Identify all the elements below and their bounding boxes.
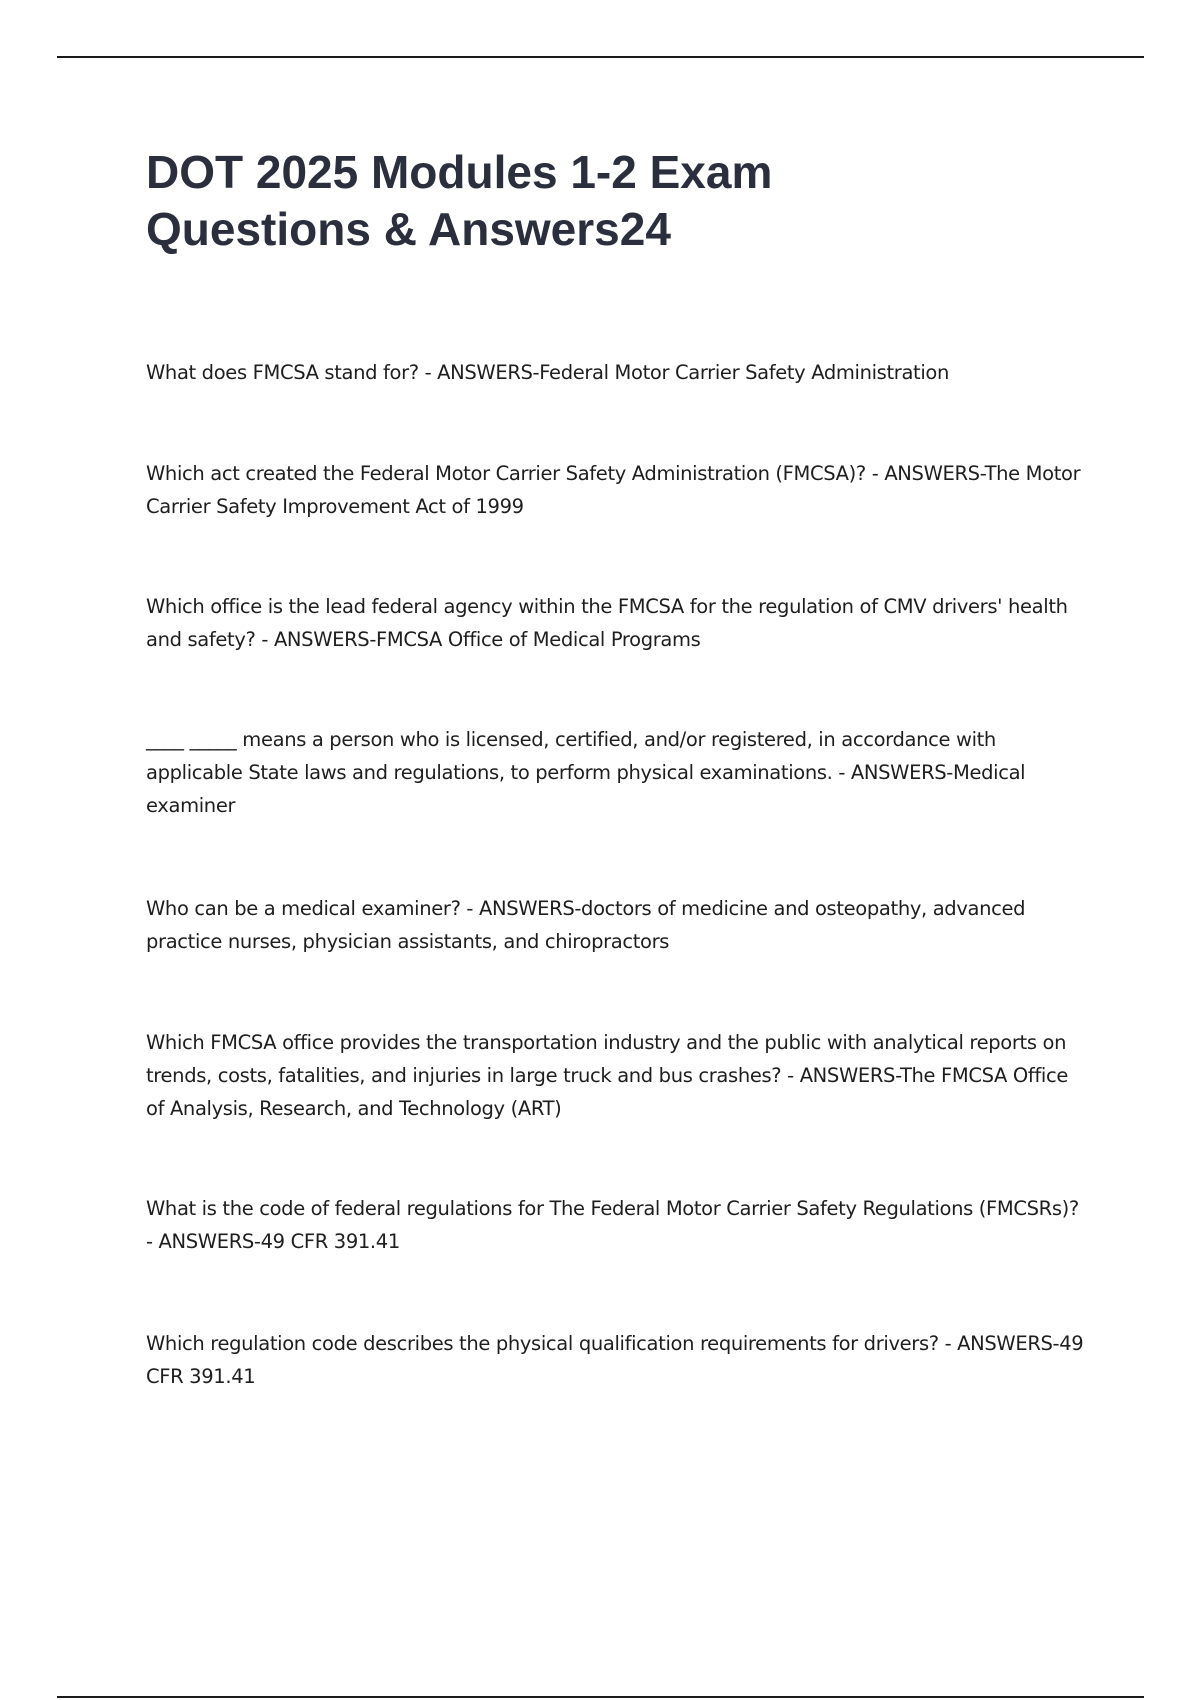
answer-text: ANSWERS-Medical examiner: [146, 761, 1026, 817]
question-text: ____ _____ means a person who is licensed, certified, and/or registered, in accordance with applicable State laws and regulations, to perform physical examinations. -: [146, 728, 996, 784]
question-text: What is the code of federal regulations for The Federal Motor Carrier Safety Regulations (FMCSRs)? -: [146, 1197, 1079, 1253]
header-rule: [57, 56, 1144, 58]
qa-item-1: [146, 356, 1086, 389]
document-title: [146, 144, 1046, 258]
title-line-1: DOT 2025 Modules 1-2 Exam: [146, 146, 773, 198]
question-text: Which regulation code describes the physical qualification requirements for drivers? -: [146, 1332, 958, 1355]
footer-rule: [57, 1696, 1144, 1698]
answer-text: ANSWERS-FMCSA Office of Medical Programs: [273, 628, 701, 651]
question-text: Which office is the lead federal agency within the FMCSA for the regulation of CMV drivers' health and safety? -: [146, 595, 1068, 651]
answer-text: ANSWERS-49 CFR 391.41: [146, 1332, 1084, 1388]
qa-item-7: [146, 1192, 1086, 1258]
question-text: What does FMCSA stand for? -: [146, 361, 438, 384]
answer-text: ANSWERS-Federal Motor Carrier Safety Administration: [437, 361, 949, 384]
question-text: Who can be a medical examiner? -: [146, 897, 479, 920]
qa-item-8: [146, 1327, 1086, 1393]
qa-item-5: [146, 892, 1086, 958]
qa-item-6: [146, 1026, 1086, 1125]
title-line-2: Questions & Answers24: [146, 203, 671, 255]
question-text: Which act created the Federal Motor Carrier Safety Administration (FMCSA)? -: [146, 462, 885, 485]
answer-text: ANSWERS-doctors of medicine and osteopathy, advanced practice nurses, physician assistants, and chiropractors: [146, 897, 1026, 953]
qa-item-2: [146, 457, 1086, 523]
qa-item-3: [146, 590, 1086, 656]
answer-text: ANSWERS-The Motor Carrier Safety Improvement Act of 1999: [146, 462, 1081, 518]
answer-text: ANSWERS-The FMCSA Office of Analysis, Research, and Technology (ART): [146, 1064, 1068, 1120]
question-text: Which FMCSA office provides the transportation industry and the public with analytical reports on trends, costs, fatalities, and injuries in large truck and bus crashes? -: [146, 1031, 1067, 1087]
qa-item-4: [146, 723, 1086, 822]
answer-text: ANSWERS-49 CFR 391.41: [158, 1230, 400, 1253]
